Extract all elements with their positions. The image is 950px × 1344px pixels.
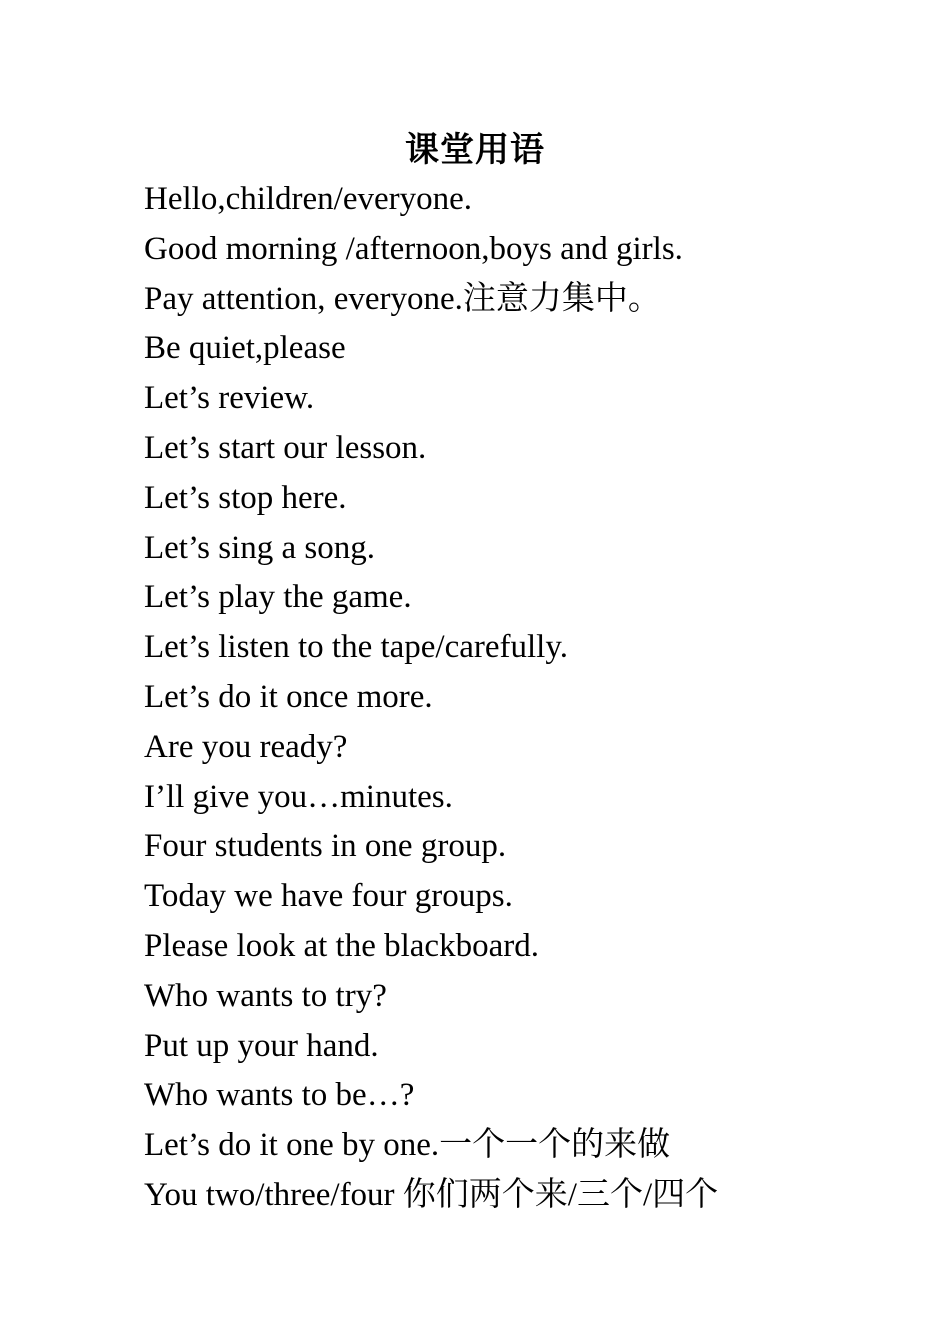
phrase-line: Let’s stop here. <box>144 479 347 516</box>
document-title: 课堂用语 <box>405 130 545 170</box>
phrase-line: Let’s review. <box>144 380 315 417</box>
phrase-line: Today we have four groups. <box>144 878 513 915</box>
phrase-line: Let’s do it one by one.一个一个的来做 <box>144 1127 671 1164</box>
phrase-line: You two/three/four 你们两个来/三个/四个 <box>144 1176 719 1213</box>
phrase-line: Let’s play the game. <box>144 579 412 616</box>
phrase-line: Who wants to be…? <box>144 1077 415 1114</box>
phrase-line: Let’s do it once more. <box>144 678 433 715</box>
phrase-line: Be quiet,please <box>144 330 346 367</box>
phrase-line: Pay attention, everyone.注意力集中。 <box>144 280 661 317</box>
phrase-line: Please look at the blackboard. <box>144 927 539 964</box>
phrase-line: Four students in one group. <box>144 828 507 865</box>
phrase-line: Who wants to try? <box>144 977 387 1014</box>
phrase-line: Good morning /afternoon,boys and girls. <box>144 230 683 267</box>
phrase-line: Let’s sing a song. <box>144 529 375 566</box>
phrase-line: I’ll give you…minutes. <box>144 778 453 815</box>
phrase-line: Let’s start our lesson. <box>144 429 427 466</box>
phrase-line: Hello,children/everyone. <box>144 181 473 217</box>
phrase-list <box>144 175 924 1221</box>
phrase-line: Let’s listen to the tape/carefully. <box>144 629 568 666</box>
phrase-line: Are you ready? <box>144 728 348 765</box>
phrase-line: Put up your hand. <box>144 1027 379 1064</box>
